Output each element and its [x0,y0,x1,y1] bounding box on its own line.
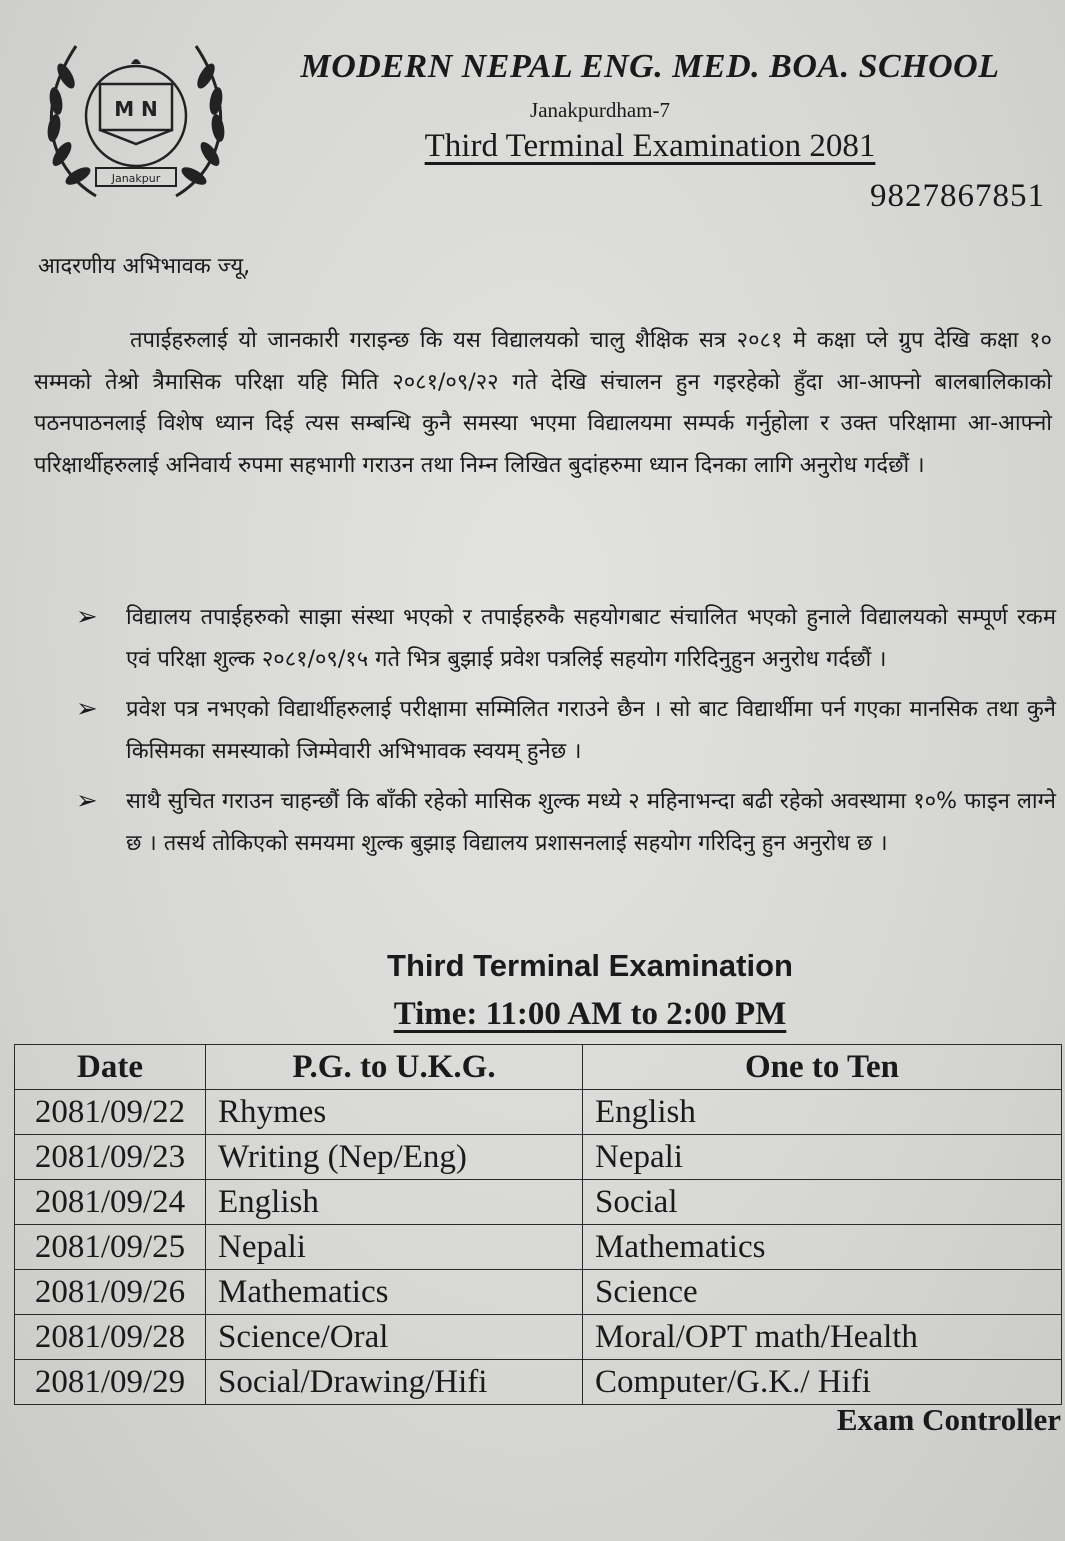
pg-ukg-subject-cell: Science/Oral [206,1315,583,1360]
intro-paragraph: तपाईहरुलाई यो जानकारी गराइन्छ कि यस विद्यालयको चालु शैक्षिक सत्र २०८१ मे कक्षा प्ले ग्रुप देखि कक्षा १० सम्मको तेश्रो त्रैमासिक परिक्षा यहि मिति २०८१/०९/२२ गते देखि संचालन हुन गइरहेको हुँदा आ-आफ्नो बालबालिकाको पठनपाठनलाई विशेष ध्यान दिई त्यस सम्बन्धि कुनै समस्या भएमा विद्यालयमा सम्पर्क गर्नुहोला र उक्त परिक्षामा आ-आफ्नो परिक्षार्थीहरुलाई अनिवार्य रुपमा सहभागी गराउन तथा निम्न लिखित बुदांहरुमा ध्यान दिनका लागि अनुरोध गर्दछौं । [34,328,1052,478]
date-cell: 2081/09/25 [15,1225,206,1270]
pg-ukg-subject-cell: Rhymes [206,1090,583,1135]
notice-point-text: प्रवेश पत्र नभएको विद्यार्थीहरुलाई परीक्षामा सम्मिलित गराउने छैन । सो बाट विद्यार्थीमा पर्न गएका मानसिक तथा कुनै किसिमका समस्याको जिम्मेवारी अभिभावक स्वयम् हुनेछ । [126,697,1056,764]
one-ten-subject-cell: Social [583,1180,1062,1225]
one-ten-subject-cell: English [583,1090,1062,1135]
notice-points [76,596,1056,872]
table-row [15,1090,1062,1135]
one-ten-subject-cell: Science [583,1270,1062,1315]
pg-ukg-subject-cell: Social/Drawing/Hifi [206,1360,583,1405]
date-cell: 2081/09/28 [15,1315,206,1360]
exam-title [360,128,940,165]
arrow-bullet-icon: ➢ [76,694,98,723]
school-address: Janakpurdham-7 [530,98,670,122]
arrow-bullet-icon: ➢ [76,602,98,631]
date-cell: 2081/09/29 [15,1360,206,1405]
column-header-one-ten: One to Ten [583,1045,1062,1090]
school-name: MODERN NEPAL ENG. MED. BOA. SCHOOL [300,48,1000,85]
pg-ukg-subject-cell: English [206,1180,583,1225]
routine-time-text: Time: 11:00 AM to 2:00 PM [393,996,787,1032]
date-cell: 2081/09/24 [15,1180,206,1225]
school-emblem-icon [36,36,236,211]
column-header-pg-ukg: P.G. to U.K.G. [206,1045,583,1090]
exam-controller-signature: Exam Controller [836,1402,1061,1437]
phone-number: 9827867851 [870,178,1045,214]
table-row [15,1315,1062,1360]
pg-ukg-subject-cell: Writing (Nep/Eng) [206,1135,583,1180]
exam-title-text: Third Terminal Examination 2081 [424,128,876,164]
exam-routine-table [14,1044,1062,1405]
routine-time [0,996,1065,1033]
notice-point-text: विद्यालय तपाईहरुको साझा संस्था भएको र तपाईहरुकै सहयोगबाट संचालित भएको हुनाले विद्यालयको सम्पूर्ण रकम एवं परिक्षा शुल्क २०८१/०९/१५ गते भित्र बुझाई प्रवेश पत्रलिई सहयोग गरिदिनुहुन अनुरोध गर्दछौं । [126,605,1056,672]
table-header-row [15,1045,1062,1090]
column-header-date: Date [15,1045,206,1090]
table-row [15,1180,1062,1225]
table-row [15,1270,1062,1315]
arrow-bullet-icon: ➢ [76,786,98,815]
logo-place: Janakpur [111,172,161,185]
one-ten-subject-cell: Moral/OPT math/Health [583,1315,1062,1360]
one-ten-subject-cell: Mathematics [583,1225,1062,1270]
notice-point-text: साथै सुचित गराउन चाहन्छौं कि बाँकी रहेको मासिक शुल्क मध्ये २ महिनाभन्दा बढी रहेको अवस्थामा १०% फाइन लाग्ने छ । तसर्थ तोकिएको समयमा शुल्क बुझाइ विद्यालय प्रशासनलाई सहयोग गरिदिनु हुन अनुरोध छ । [126,789,1057,856]
notice-point [76,596,1056,680]
pg-ukg-subject-cell: Mathematics [206,1270,583,1315]
routine-heading: Third Terminal Examination [387,948,793,983]
date-cell: 2081/09/23 [15,1135,206,1180]
table-row [15,1225,1062,1270]
one-ten-subject-cell: Nepali [583,1135,1062,1180]
logo-initials: M N [114,97,158,121]
date-cell: 2081/09/26 [15,1270,206,1315]
table-row [15,1135,1062,1180]
date-cell: 2081/09/22 [15,1090,206,1135]
table-row [15,1360,1062,1405]
pg-ukg-subject-cell: Nepali [206,1225,583,1270]
notice-point [76,780,1056,864]
notice-point [76,688,1056,772]
one-ten-subject-cell: Computer/G.K./ Hifi [583,1360,1062,1405]
salutation: आदरणीय अभिभावक ज्यू, [38,254,251,279]
